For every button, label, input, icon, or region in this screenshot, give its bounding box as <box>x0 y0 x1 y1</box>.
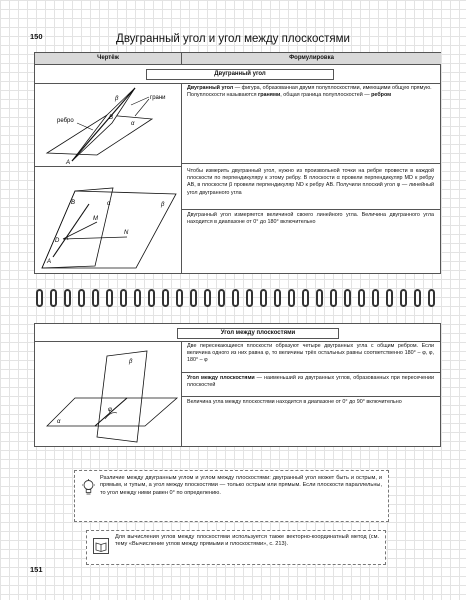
binding-ring <box>134 289 141 307</box>
plane-beta <box>97 351 147 442</box>
label-rebro: ребро <box>57 118 74 124</box>
perpendicular-nd <box>63 237 127 239</box>
lightbulb-icon <box>82 479 95 497</box>
book-icon <box>93 538 109 554</box>
label-alpha: α <box>107 201 111 207</box>
label-point-m: M <box>93 216 98 222</box>
binding-ring <box>92 289 99 307</box>
divider <box>181 209 440 210</box>
linear-angle-figure <box>35 166 181 273</box>
intersect-text: Две пересекающиеся плоскости образуют четыре двугранных угла с общим ребром. Если величина одного из них равна φ, то величины трёх остальных равны соответственно 180° – φ, φ, 180° – φ <box>187 343 434 364</box>
note-method-text: Для вычисления углов между плоскостями используется также векторно-координатный метод (см. тему «Вычисление углов между прямыми и плоскостями», с. 213). <box>115 534 379 548</box>
binding-ring <box>162 289 169 307</box>
label-point-d: D <box>55 238 60 244</box>
binding-ring <box>372 289 379 307</box>
binding-ring <box>288 289 295 307</box>
intersecting-planes-figure <box>35 341 181 446</box>
label-beta: β <box>129 359 133 365</box>
binding-ring <box>414 289 421 307</box>
section-title-plane-angle: Угол между плоскостями <box>177 328 339 339</box>
binding-ring <box>428 289 435 307</box>
binding-ring <box>36 289 43 307</box>
column-divider <box>181 341 182 446</box>
term-dihedral-angle: Двугранный угол <box>187 85 234 91</box>
divider <box>181 396 440 397</box>
binding-ring <box>218 289 225 307</box>
binding-ring <box>330 289 337 307</box>
definition-text: — фигура, образованная двумя полуплоскостями, имеющими общую прямую. <box>233 85 432 91</box>
binding-ring <box>316 289 323 307</box>
label-beta: β <box>115 96 119 102</box>
label-point-b: B <box>71 200 76 206</box>
dihedral-angle-figure <box>35 83 181 166</box>
plane-angle-definition <box>187 375 434 389</box>
faces-text: Полуплоскости называются <box>187 92 259 99</box>
definition-text: — наименьший из двугранных углов, образованных при пересечении плоскостей <box>187 375 434 389</box>
label-point-a: A <box>47 259 52 265</box>
note-difference <box>74 470 389 522</box>
binding-ring <box>204 289 211 307</box>
plane-alpha <box>47 398 177 426</box>
col-header-formulation: Формулировка <box>181 53 441 65</box>
label-phi: φ <box>108 407 112 413</box>
plane-angle-table <box>34 323 441 447</box>
divider <box>181 372 440 373</box>
dihedral-definition <box>187 85 434 99</box>
perpendicular-md <box>63 222 97 239</box>
label-beta: β <box>161 202 165 208</box>
binding-ring <box>120 289 127 307</box>
binding-ring <box>232 289 239 307</box>
label-alpha: α <box>131 121 135 127</box>
label-point-a: A <box>66 160 71 166</box>
col-header-drawing: Чертёж <box>35 53 181 65</box>
binding-ring <box>246 289 253 307</box>
pointer-line <box>135 99 149 116</box>
binding-ring <box>148 289 155 307</box>
binding-ring <box>176 289 183 307</box>
binding-ring <box>260 289 267 307</box>
binding-ring <box>106 289 113 307</box>
binding-ring <box>190 289 197 307</box>
binding-ring <box>386 289 393 307</box>
note-method <box>86 530 386 565</box>
term-edge: ребром <box>371 92 392 99</box>
measure-text: Чтобы измерить двугранный угол, нужно из произвольной точки на ребре провести в каждой плоскости по перпендикуляру к этому ребру. В плоскости α провели перпендикуляр MD к ребру AB, в плоскости β провели перпендикуляр ND к ребру AB. Получили плоский угол φ — линейный угол двугранного угла <box>187 168 434 196</box>
label-point-n: N <box>124 230 129 236</box>
term-faces: гранями <box>258 92 281 99</box>
range-text: Двугранный угол измеряется величиной своего линейного угла. Величина двугранного угла находится в диапазоне от 0° до 180° включительно <box>187 212 434 226</box>
dihedral-angle-table <box>34 52 441 274</box>
pointer-line <box>131 97 149 105</box>
page-title: Двугранный угол и угол между плоскостями <box>116 33 350 45</box>
binding-ring <box>64 289 71 307</box>
section-title-dihedral: Двугранный угол <box>146 69 334 80</box>
binding-ring <box>274 289 281 307</box>
label-point-b: B <box>109 115 114 121</box>
plane-angle-range: Величина угла между плоскостями находится в диапазоне от 0° до 90° включительно <box>187 399 402 405</box>
label-alpha: α <box>57 419 61 425</box>
divider <box>181 163 440 164</box>
binding-ring <box>302 289 309 307</box>
binding-ring <box>78 289 85 307</box>
note-difference-text: Различие между двугранным углом и углом между плоскостями: двугранный угол может быть и острым, и прямым, и тупым, а угол между плоскостями — только острым или прямым. Если плоскости параллельны, то угол между ними равен 0° по определению. <box>100 475 382 496</box>
plane-alpha <box>42 188 113 268</box>
binding-ring <box>344 289 351 307</box>
edge-line <box>72 88 135 161</box>
term-plane-angle: Угол между плоскостями <box>187 375 255 381</box>
binding-ring <box>358 289 365 307</box>
binding-ring <box>400 289 407 307</box>
column-divider <box>181 83 182 273</box>
page-number-top: 150 <box>30 32 43 41</box>
label-grani: грани <box>150 95 166 101</box>
page-number-bottom: 151 <box>30 565 43 574</box>
faces-text: , общая граница полуплоскостей — <box>280 92 372 99</box>
binding-ring <box>50 289 57 307</box>
